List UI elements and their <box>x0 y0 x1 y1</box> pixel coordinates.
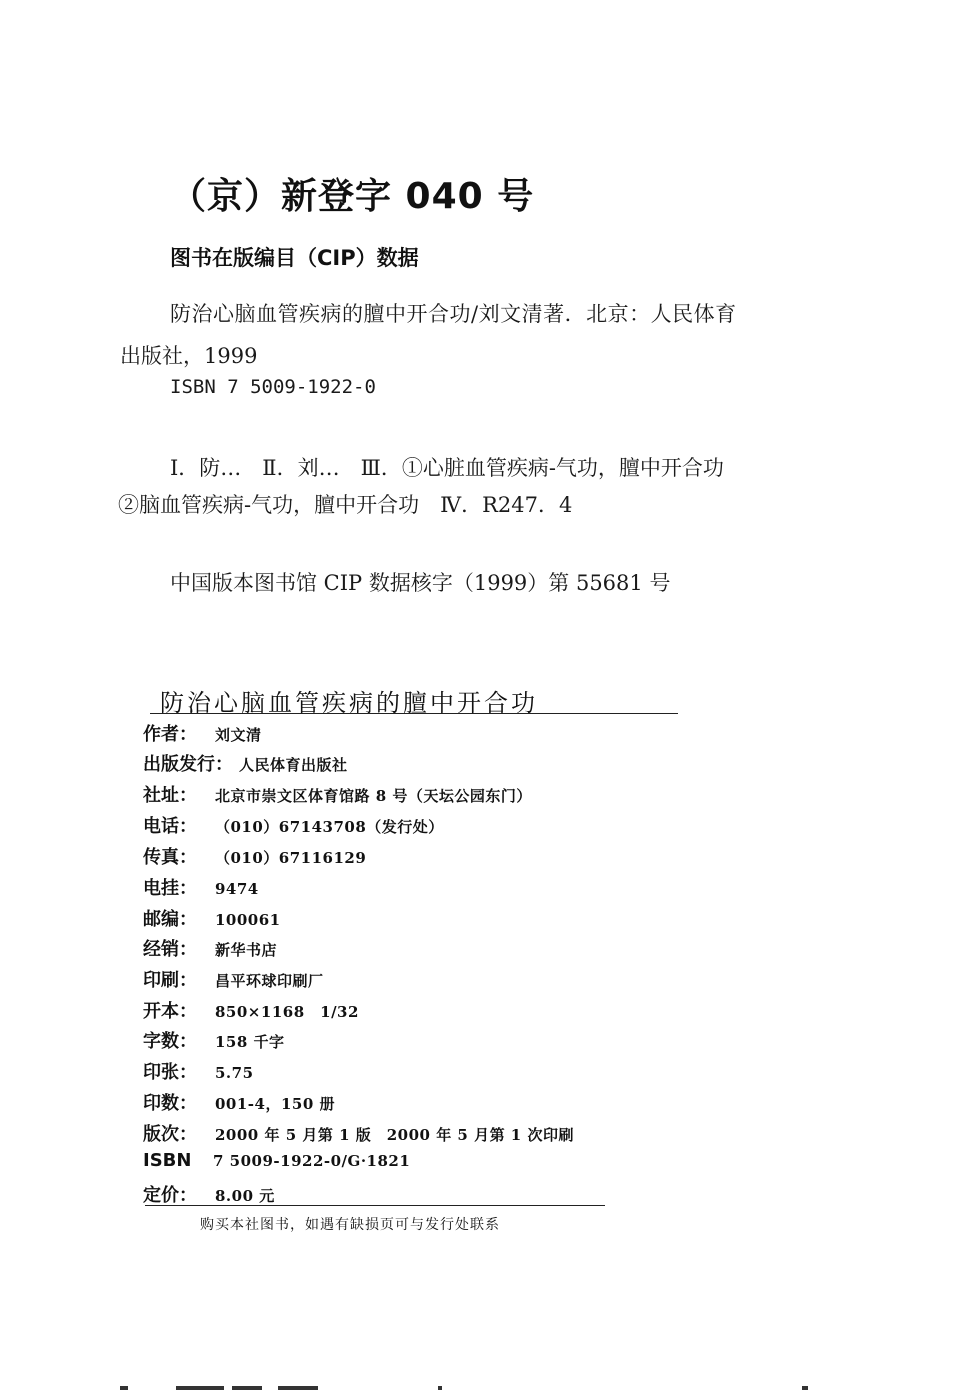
colophon-row-postcode <box>143 905 281 933</box>
row-value: 9474 <box>215 880 259 898</box>
row-label: 印数： <box>143 1093 197 1114</box>
cip-heading: 图书在版编目（CIP）数据 <box>170 246 419 270</box>
colophon-row-printrun <box>143 1089 335 1117</box>
row-label: 版次： <box>143 1124 197 1145</box>
row-value: 850×1168 1/32 <box>215 1003 359 1021</box>
colophon-row-publisher <box>143 750 348 778</box>
cip-classification-1: Ⅰ．防… Ⅱ．刘… Ⅲ．①心脏血管疾病-气功，膻中开合功 <box>170 456 724 480</box>
colophon-title: 防治心脑血管疾病的膻中开合功 <box>160 689 538 717</box>
colophon-row-format <box>143 997 359 1025</box>
registration-number: （京）新登字 040 号 <box>170 176 535 217</box>
colophon-row-address <box>143 781 532 809</box>
row-value: 北京市崇文区体育馆路 8 号（天坛公园东门） <box>215 787 532 805</box>
row-label: 电话： <box>143 816 197 837</box>
row-label: 定价： <box>143 1185 197 1206</box>
row-value: 新华书店 <box>215 941 278 959</box>
row-value: 刘文清 <box>215 726 262 744</box>
colophon-row-cable <box>143 874 259 902</box>
row-label: 社址： <box>143 785 197 806</box>
cip-approval-number: 中国版本图书馆 CIP 数据核字（1999）第 55681 号 <box>170 571 671 595</box>
cip-publisher-line: 出版社，1999 <box>120 344 258 368</box>
colophon-row-sheets <box>143 1058 254 1086</box>
row-label: 作者： <box>143 724 197 745</box>
colophon-top-rule <box>150 713 678 714</box>
row-label: 邮编： <box>143 909 197 930</box>
row-label: 经销： <box>143 939 197 960</box>
cip-isbn: ISBN 7 5009-1922-0 <box>170 376 376 398</box>
row-value: 5.75 <box>215 1064 254 1082</box>
cip-classification-2: ②脑血管疾病-气功，膻中开合功 Ⅳ．R247．4 <box>118 493 573 517</box>
row-label: 印张： <box>143 1062 197 1083</box>
row-value: 100061 <box>215 911 281 929</box>
colophon-row-wordcount <box>143 1027 285 1055</box>
row-label: 开本： <box>143 1001 197 1022</box>
colophon-bottom-rule <box>145 1205 605 1206</box>
row-label: 传真： <box>143 847 197 868</box>
row-label: 字数： <box>143 1031 197 1052</box>
row-value: 158 千字 <box>215 1033 285 1051</box>
row-value: 昌平环球印刷厂 <box>215 972 324 990</box>
row-value: 2000 年 5 月第 1 版 2000 年 5 月第 1 次印刷 <box>215 1126 574 1144</box>
row-value: （010）67116129 <box>215 849 367 867</box>
colophon-footer-note: 购买本社图书，如遇有缺损页可与发行处联系 <box>200 1217 500 1233</box>
row-label: 电挂： <box>143 878 197 899</box>
cip-title-line: 防治心脑血管疾病的膻中开合功/刘文清著．北京：人民体育 <box>170 302 737 326</box>
colophon-row-fax <box>143 843 366 871</box>
row-value: （010）67143708（发行处） <box>215 818 444 836</box>
colophon-row-distributor <box>143 935 277 963</box>
row-value: 001-4，150 册 <box>215 1095 336 1113</box>
colophon-row-phone <box>143 812 444 840</box>
colophon-row-author <box>143 720 262 748</box>
scan-edge-marks <box>120 1386 820 1392</box>
row-value: 人民体育出版社 <box>239 756 348 774</box>
row-label: ISBN <box>143 1150 192 1171</box>
colophon-row-isbn <box>143 1150 410 1178</box>
colophon-row-printer <box>143 966 324 994</box>
row-label: 出版发行： <box>143 754 233 775</box>
row-value: 7 5009-1922-0/G·1821 <box>213 1152 411 1170</box>
row-value: 8.00 元 <box>215 1187 275 1205</box>
colophon-row-edition <box>143 1120 574 1148</box>
row-label: 印刷： <box>143 970 197 991</box>
